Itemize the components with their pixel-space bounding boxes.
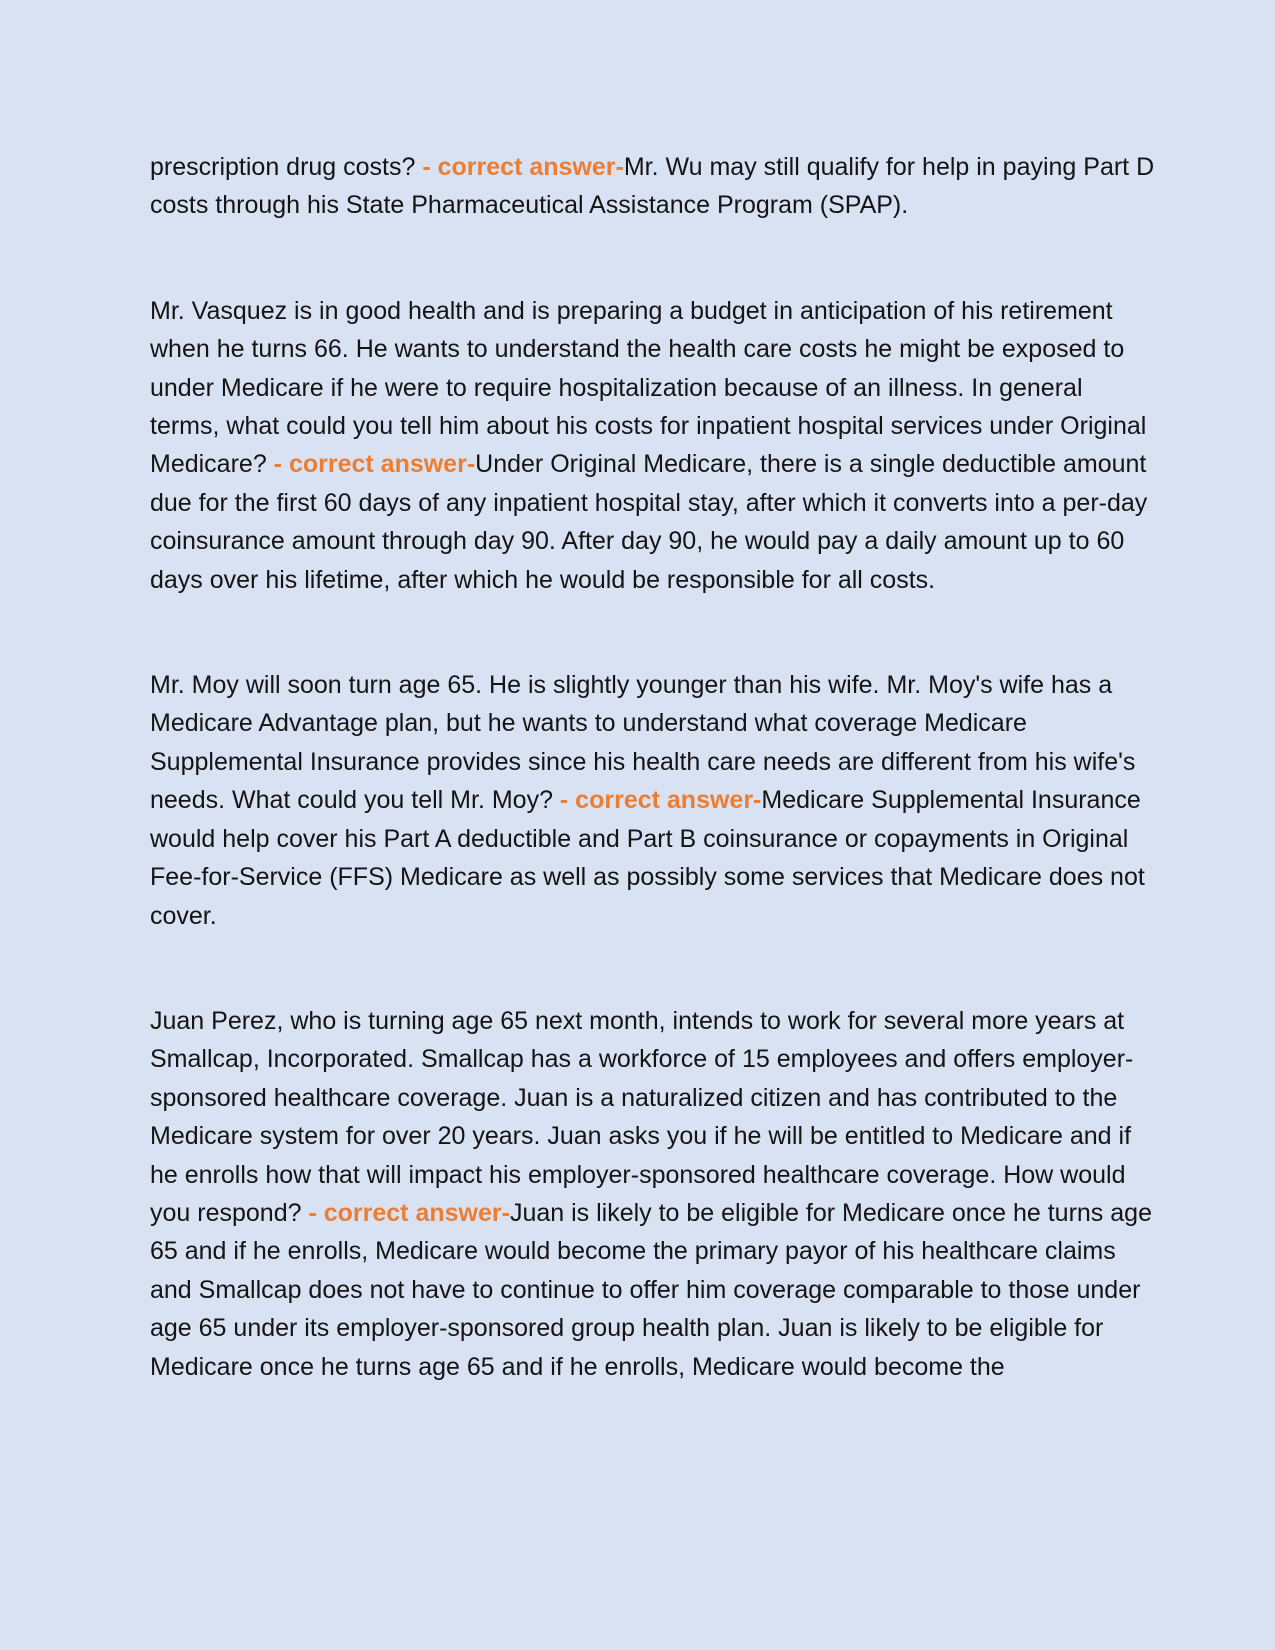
answer-text: Under Original Medicare, there is a single deductible amount due for the first 60 days of any inpatient hospital stay, after which it converts into a per-day coinsurance amount through day 90. After day 90, he would pay a daily amount up to 60 days over his lifetime, after which he would be responsible for all costs.: [150, 450, 1148, 594]
correct-answer-marker: - correct answer-: [301, 1198, 510, 1227]
answer-text: Medicare Supplemental Insurance would help cover his Part A deductible and Part B coinsurance or copayments in Original Fee-for-Service (FFS) Medicare as well as possibly some services that Medicare does not cover.: [150, 786, 1145, 930]
correct-answer-marker: - correct answer-: [415, 153, 624, 181]
correct-answer-marker: - correct answer-: [552, 786, 762, 815]
qa-block-spap: [150, 148, 1155, 225]
correct-answer-marker: - correct answer-: [266, 450, 476, 479]
answer-text: Mr. Wu may still qualify for help in paying Part D costs through his State Pharmaceutical Assistance Program (SPAP).: [150, 153, 1155, 220]
question-text: prescription drug costs?: [150, 153, 416, 181]
qa-block-perez: [150, 1002, 1155, 1386]
answer-text: Juan is likely to be eligible for Medicare once he turns age 65 and if he enrolls, Medicare would become the primary payor of his healthcare claims and Smallcap does not have to continue to offer him coverage comparable to those under age 65 under its employer-sponsored group health plan. Juan is likely to be eligible for Medicare once he turns age 65 and if he enrolls, Medicare would become the: [150, 1198, 1152, 1381]
question-text: Mr. Moy will soon turn age 65. He is slightly younger than his wife. Mr. Moy's wife has a Medicare Advantage plan, but he wants to understand what coverage Medicare Supplemental Insurance provides since his health care needs are different from his wife's needs. What could you tell Mr. Moy?: [150, 671, 1136, 815]
qa-block-moy: [150, 666, 1155, 935]
document-body: [150, 148, 1155, 1453]
qa-block-vasquez: [150, 292, 1155, 599]
question-text: Juan Perez, who is turning age 65 next month, intends to work for several more years at Smallcap, Incorporated. Smallcap has a workforce of 15 employees and offers employer-sponsored healthcare coverage. Juan is a naturalized citizen and has contributed to the Medicare system for over 20 years. Juan asks you if he will be entitled to Medicare and if he enrolls how that will impact his employer-sponsored healthcare coverage. How would you respond?: [150, 1006, 1134, 1227]
question-text: Mr. Vasquez is in good health and is preparing a budget in anticipation of his retirement when he turns 66. He wants to understand the health care costs he might be exposed to under Medicare if he were to require hospitalization because of an illness. In general terms, what could you tell him about his costs for inpatient hospital services under Original Medicare?: [150, 296, 1147, 479]
